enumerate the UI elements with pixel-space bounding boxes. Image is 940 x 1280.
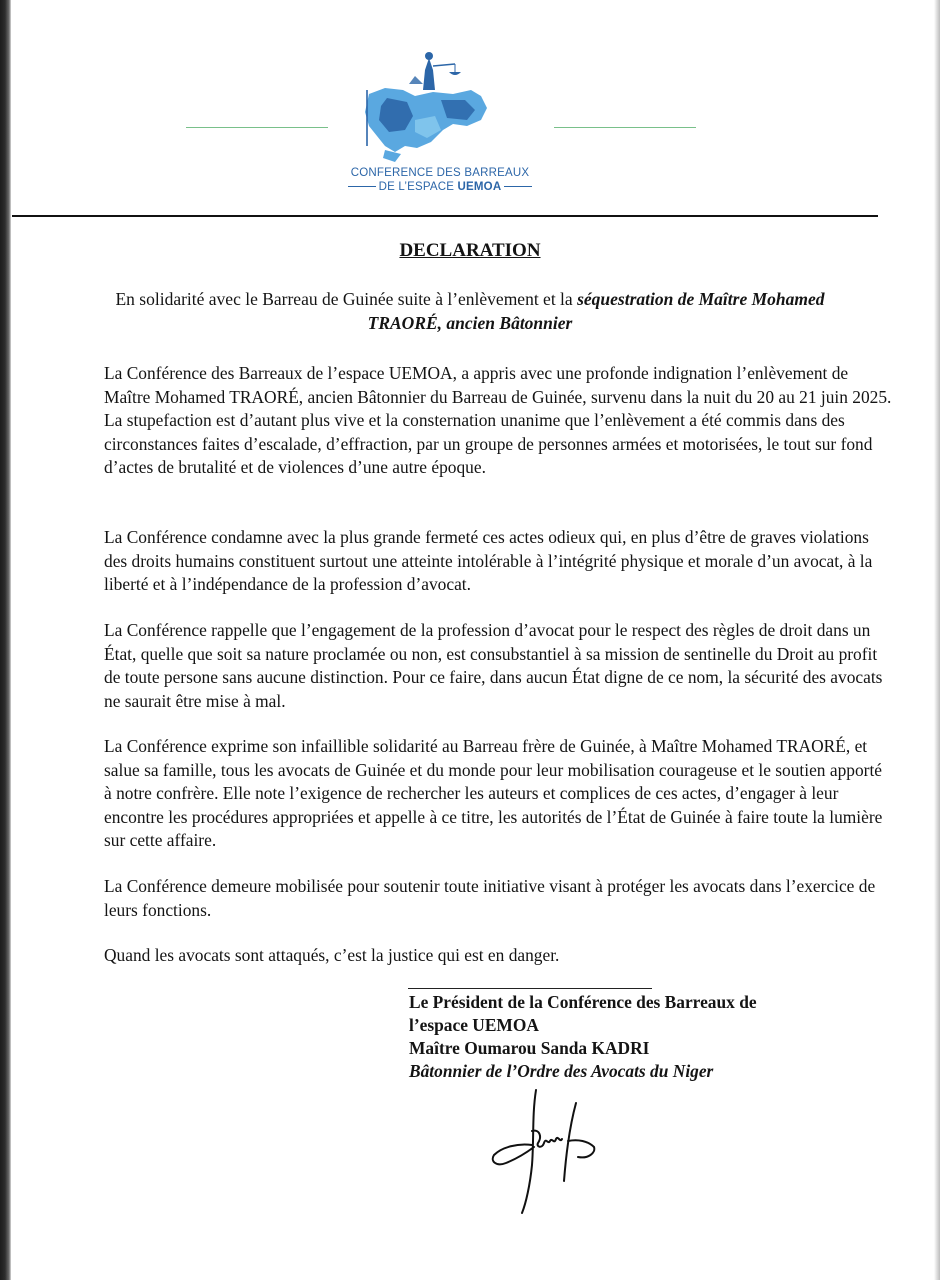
signatory-title-line1: Le Président de la Conférence des Barreaux de [409, 992, 757, 1012]
signatory-role: Bâtonnier de l’Ordre des Avocats du Niger [409, 1061, 714, 1081]
paragraph-solidarity: La Conférence exprime son infaillible solidarité au Barreau frère de Guinée, à Maître Mohamed TRAORÉ, et salue sa famille, tous les avocats de Guinée et du monde pour leur mobilisation courageuse et le soutien apporté à notre confrère. Elle note l’exigence de rechercher les auteurs et complices de ces actes, d’engager à leur encontre les procédures appropriées et appelle à ce titre, les autorités de l’État de Guinée à faire toute la lumière sur cette affaire. [104, 736, 883, 851]
logo-dash-right [504, 186, 532, 187]
paragraph-indignation: La Conférence des Barreaux de l’espace UEMOA, a appris avec une profonde indignation l’enlèvement de Maître Mohamed TRAORÉ, ancien Bâtonnier du Barreau de Guinée, survenu dans la nuit du 20 au 21 juin 2025. La stupefaction est d’autant plus vive et la consternation unanime que l’enlèvement a été commis dans des circonstances faites d’escalade, d’effraction, par un groupe de personnes armées et motorisées, le tout sur fond d’actes de brutalité et de violences d’une autre époque. [104, 363, 892, 478]
logo-divider-left [186, 127, 328, 128]
scan-border-right [934, 0, 940, 1280]
logo-dash-left [348, 186, 376, 187]
scan-border-left [0, 0, 11, 1280]
paragraph-mobilisation: La Conférence demeure mobilisée pour soutenir toute initiative visant à protéger les avocats dans l’exercice de leurs fonctions. [104, 876, 876, 920]
header-rule [12, 215, 878, 217]
logo-name-uemoa: UEMOA [457, 181, 502, 193]
paragraph-rule-of-law: La Conférence rappelle que l’engagement de la profession d’avocat pour le respect des règles de droit dans un État, quelle que soit sa nature proclamée ou non, est consubstantiel à sa mission de sentinelle du Droit au profit de toute persone sans aucune distinction. Pour ce faire, dans aucun État digne de ce nom, la sécurité des avocats ne saurait être mise à mal. [104, 620, 883, 711]
logo-name-line1: CONFERENCE DES BARREAUX [350, 167, 530, 179]
subtitle-emphasis: séquestration de Maître Mohamed TRAORÉ, ancien Bâtonnier [367, 289, 825, 333]
signatory-title-line2: l’espace UEMOA [409, 1015, 539, 1035]
logo-name-prefix: DE L’ESPACE [378, 181, 458, 193]
handwritten-signature [488, 1085, 603, 1220]
document-subtitle [90, 287, 850, 335]
subtitle-text: En solidarité avec le Barreau de Guinée suite à l’enlèvement et la [115, 289, 578, 309]
document-title: DECLARATION [399, 240, 541, 261]
logo-name-line2 [300, 181, 580, 193]
signature-rule [408, 988, 652, 989]
paragraph-condemnation: La Conférence condamne avec la plus grande fermeté ces actes odieux qui, en plus d’être de graves violations des droits humains constituent surtout une atteinte intolérable à l’intégrité physique et morale d’un avocat, à la liberté et à l’indépendance de la profession d’avocat. [104, 527, 873, 595]
logo-map-icon [355, 50, 505, 170]
paragraph-closing: Quand les avocats sont attaqués, c’est la justice qui est en danger. [104, 945, 560, 965]
logo-divider-right [554, 127, 696, 128]
signatory-name: Maître Oumarou Sanda KADRI [409, 1038, 650, 1058]
